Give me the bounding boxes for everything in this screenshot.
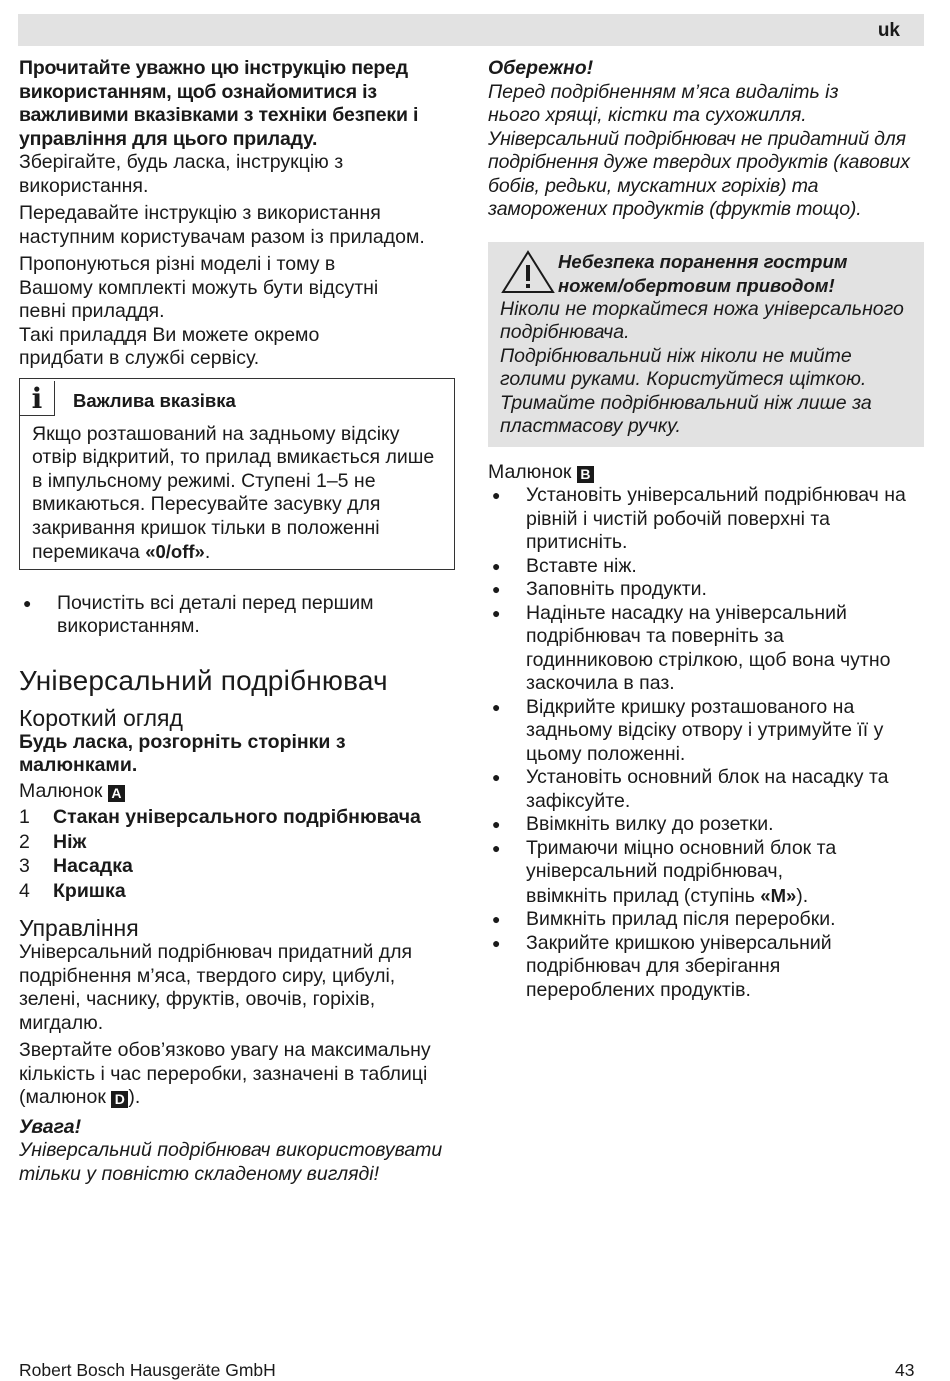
language-code: uk [877, 20, 900, 41]
list-item: ● Заповніть продукти. [488, 578, 928, 602]
list-item: 1 Стакан універсального подрібнювача [19, 806, 421, 828]
list-item: ● Установіть універсальний подрібнювач на рівній і чистій робочій поверхні та притисніть. [488, 484, 928, 555]
header-bar [18, 14, 924, 46]
warning-box [488, 242, 924, 447]
figure-b-badge: B [577, 466, 594, 483]
list-item: ● Вимкніть прилад після переробки. [488, 908, 928, 932]
paragraph-keep-manual: Зберігайте, будь ласка, інструкцію з використання. [19, 151, 344, 197]
section-title: Універсальний подрібнювач [19, 664, 388, 696]
bullet-icon: ● [492, 487, 501, 503]
list-item: 3 Насадка [19, 855, 133, 877]
warning-text-3: Тримайте подрібнювальний ніж лише за пластмасову ручку. [500, 391, 872, 437]
list-item: 4 Кришка [19, 879, 126, 902]
figure-a-badge: A [108, 785, 125, 802]
paragraph-accessories: Такі приладдя Ви можете окремо придбати в службі сервісу. [19, 323, 320, 369]
bullet-icon: ● [492, 557, 501, 574]
control-heading: Управління [19, 915, 139, 941]
warning-triangle-icon [498, 248, 558, 296]
note-title: Важлива вказівка [73, 389, 236, 411]
paragraph-models: Пропонуються різні моделі і тому в Вашому комплекті можуть бути відсутні певні приладдя. [19, 253, 379, 322]
attention-title: Увага! [19, 1115, 82, 1138]
bullet-icon: ● [492, 839, 501, 856]
list-item: 2 Ніж [19, 830, 87, 853]
warning-text-1: Ніколи не торкайтеся ножа універсального подрібнювача. [500, 297, 904, 343]
figure-d-badge: D [111, 1091, 128, 1108]
figure-ref-a: Малюнок A [19, 780, 459, 804]
warning-title: Небезпека поранення гострим ножем/обертовим приводом! [558, 250, 848, 296]
list-item: ● Тримаючи міцно основний блок та універсальний подрібнювач, ввімкніть прилад (ступінь «M»). [488, 837, 928, 909]
bullet-icon: ● [492, 934, 501, 951]
bullet-icon: ● [492, 911, 501, 927]
attention-text: Універсальний подрібнювач використовувати тільки у повністю складеному вигляді! [19, 1139, 443, 1185]
list-item: ● Установіть основний блок на насадку та зафіксуйте. [488, 766, 928, 813]
note-text: Якщо розташований на задньому відсіку отвір відкритий, то прилад вмикається лише в імпульсному режимі. Ступені 1–5 не вмикаються. Пересувайте засувку для закривання кришок тільки в положенні перемикача «0/off». [32, 422, 435, 563]
footer-company: Robert Bosch Hausgeräte GmbH [19, 1360, 276, 1380]
caution-text-1: Перед подрібненням м’яса видаліть із нього хрящі, кістки та сухожилля. [488, 80, 839, 126]
control-paragraph-2: Звертайте обов’язково увагу на максимальну кількість і час переробки, зазначені в таблиці (малюнок D ). [19, 1039, 431, 1108]
list-item: ● Надіньте насадку на універсальний подрібнювач та поверніть за годинниковою стрілкою, щоб вона чутно заскочила в паз. [488, 602, 928, 696]
intro-warning: Прочитайте уважно цю інструкцію перед використанням, щоб ознайомитися із важливими вказівками з техніки безпеки і управління для цього приладу. [19, 57, 419, 150]
right-column [488, 57, 928, 1002]
bullet-icon: ● [23, 594, 32, 611]
warning-text-2: Подрібнювальний ніж ніколи не мийте голими руками. Користуйтеся щіткою. [500, 344, 867, 390]
list-item: ● Почистіть всі деталі перед першим використанням. [19, 592, 459, 639]
caution-text-2: Універсальний подрібнювач не придатний для подрібнення дуже твердих продуктів (кавових бобів, редьки, мускатних горіхів) та заморожених продуктів (фруктів тощо). [488, 127, 910, 220]
bullet-icon: ● [492, 816, 501, 832]
parts-list [19, 805, 459, 903]
info-icon: i [20, 381, 55, 416]
list-item: ● Закрийте кришкою універсальний подрібнювач для зберігання перероблених продуктів. [488, 932, 928, 1003]
bullet-icon: ● [492, 698, 501, 715]
list-item: ● Ввімкніть вилку до розетки. [488, 813, 928, 837]
page-number: 43 [895, 1360, 915, 1380]
list-item: ● Відкрийте кришку розташованого на задньому відсіку отвору і утримуйте її у цьому положенні. [488, 696, 928, 767]
overview-instruction: Будь ласка, розгорніть сторінки з малюнками. [19, 730, 346, 776]
list-item: ● Вставте ніж. [488, 555, 928, 579]
control-paragraph-1: Універсальний подрібнювач придатний для подрібнення м’яса, твердого сиру, цибулі, зелені, часнику, фруктів, овочів, горіхів, мигдалю. [19, 941, 413, 1034]
steps-list [488, 484, 928, 1002]
figure-ref-b: Малюнок B [488, 461, 928, 485]
bullet-icon: ● [492, 769, 501, 785]
bullet-icon: ● [492, 581, 501, 597]
overview-heading: Короткий огляд [19, 704, 183, 731]
caution-title: Обережно! [488, 57, 594, 79]
important-note-box [19, 378, 455, 570]
left-column [19, 57, 459, 1186]
paragraph-pass-manual: Передавайте інструкцію з використання наступним користувачам разом із приладом. [19, 202, 425, 248]
bullet-icon: ● [492, 604, 501, 621]
